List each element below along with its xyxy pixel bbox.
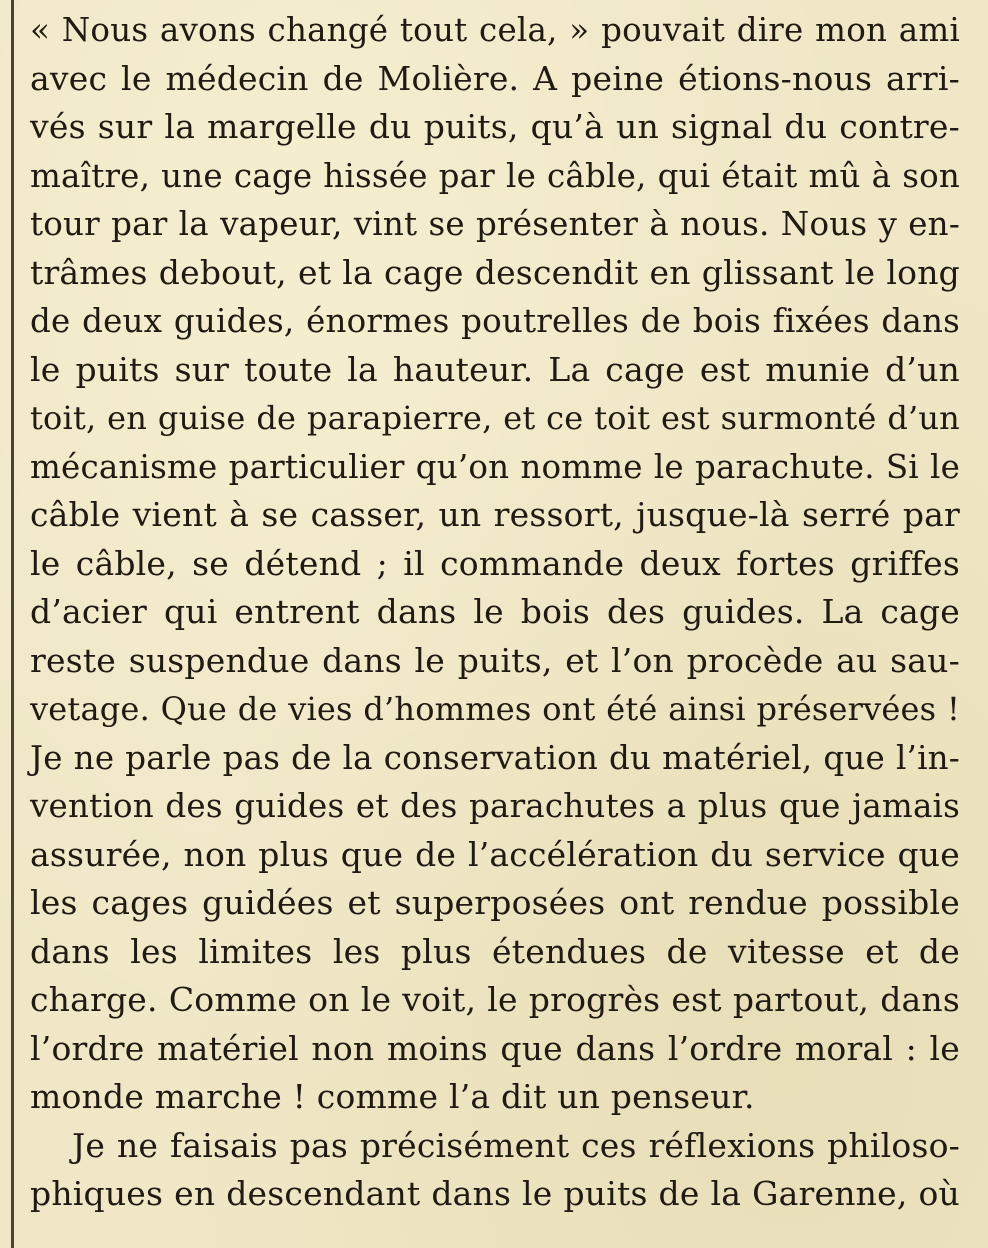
text-line: vés sur la margelle du puits, qu’à un signal du contre- [30, 107, 960, 146]
text-line: l’ordre matériel non moins que dans l’ordre moral : le [30, 1028, 960, 1068]
paragraph-first-line: Je ne faisais pas précisément ces réflexions philoso- [72, 1125, 960, 1165]
text-line: vention des guides et des parachutes a plus que jamais [30, 787, 960, 825]
text-line: tour par la vapeur, vint se présenter à nous. Nous y en- [30, 205, 960, 243]
text-line: mécanisme particulier qu’on nomme le parachute. Si le [30, 447, 960, 486]
text-line: assurée, non plus que de l’accélération du service que [30, 834, 960, 874]
text-line: Je ne parle pas de la conservation du matériel, que l’in- [30, 738, 960, 777]
text-line: phiques en descendant dans le puits de la Garenne, où [30, 1174, 960, 1213]
text-line: avec le médecin de Molière. A peine étions-nous arri- [30, 58, 960, 98]
text-line: les cages guidées et superposées ont rendue possible [30, 883, 960, 922]
text-line: toit, en guise de parapierre, et ce toit est surmonté d’un [30, 399, 960, 437]
text-line: « Nous avons changé tout cela, » pouvait dire mon ami [30, 11, 960, 49]
column-rule [11, 0, 14, 1248]
text-line: câble vient à se casser, un ressort, jusque-là serré par [30, 495, 960, 534]
text-line: charge. Comme on le voit, le progrès est partout, dans [30, 980, 960, 1019]
text-line: reste suspendue dans le puits, et l’on procède au sau- [30, 640, 960, 680]
text-line: de deux guides, énormes poutrelles de bois fixées dans [30, 302, 960, 340]
text-line: vetage. Que de vies d’hommes ont été ainsi préservées ! [30, 690, 960, 728]
text-line: le puits sur toute la hauteur. La cage est munie d’un [30, 349, 960, 389]
text-line: le câble, se détend ; il commande deux fortes griffes [30, 543, 960, 583]
text-line: d’acier qui entrent dans le bois des guides. La cage [30, 592, 960, 631]
text-block [30, 6, 960, 1219]
paragraph-last-line: monde marche ! comme l’a dit un penseur. [30, 1077, 755, 1116]
text-line: maître, une cage hissée par le câble, qui était mû à son [30, 156, 960, 195]
text-line: trâmes debout, et la cage descendit en glissant le long [30, 252, 960, 292]
text-line: dans les limites les plus étendues de vitesse et de [30, 931, 960, 971]
